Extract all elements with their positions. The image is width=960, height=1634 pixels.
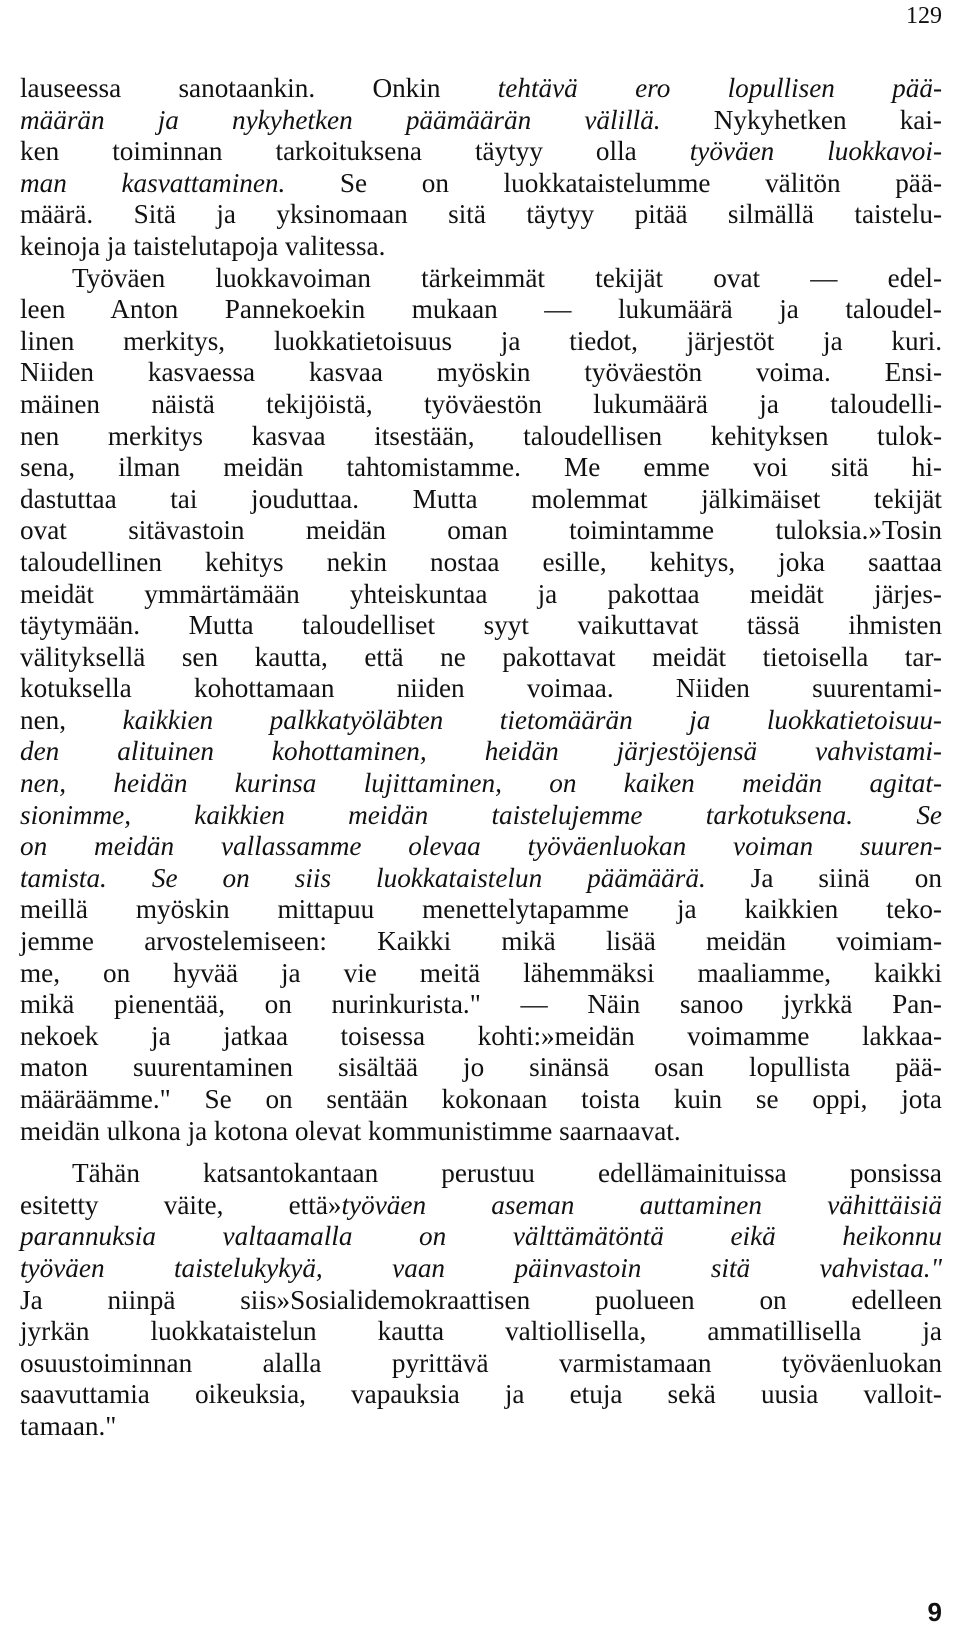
plain-text: lauseessa sanotaankin. Onkin <box>20 73 498 103</box>
plain-text: keinoja ja taistelutapoja valitessa. <box>20 230 386 261</box>
plain-text: leen Anton Pannekoekin mukaan — lukumäärä ja taloudel- <box>20 294 942 325</box>
text-line <box>20 642 942 674</box>
plain-text: me, on hyvää ja vie meitä lähemmäksi maaliamme, kaikki <box>20 957 942 988</box>
plain-text: Ja siinä on <box>705 862 942 893</box>
plain-text: nen, <box>20 704 123 735</box>
plain-text: Se on luokkataistelumme välitön pää- <box>285 167 942 198</box>
text-line <box>20 136 942 168</box>
plain-text: Ja niinpä siis»Sosialidemokraattisen puolueen on edelleen <box>20 1284 942 1315</box>
signature-mark: 9 <box>927 1597 942 1627</box>
text-line <box>20 800 942 832</box>
plain-text: Nykyhetken kai- <box>660 104 942 135</box>
italic-text: sionimme, kaikkien meidän taistelujemme tarkotuksena. Se <box>20 799 942 830</box>
text-line <box>20 1084 942 1116</box>
text-line <box>20 831 942 863</box>
page-number: 129 <box>906 3 942 29</box>
text-line <box>20 958 942 990</box>
text-line <box>20 736 942 768</box>
paragraph <box>20 73 942 1147</box>
plain-text: täytymään. Mutta taloudelliset syyt vaikuttavat tässä ihmisten <box>20 610 942 641</box>
text-line <box>20 894 942 926</box>
plain-text: saavuttamia oikeuksia, vapauksia ja etuja sekä uusia valloit- <box>20 1379 942 1410</box>
text-line <box>20 357 942 389</box>
text-line <box>20 1190 942 1222</box>
text-line <box>20 579 942 611</box>
text-line <box>20 1253 942 1285</box>
italic-text: työväen aseman auttaminen vähittäisiä <box>341 1189 942 1220</box>
text-line <box>20 926 942 958</box>
italic-text: den alituinen kohottaminen, heidän järjestöjensä vahvistami- <box>20 736 942 767</box>
text-line <box>20 452 942 484</box>
plain-text: esitetty väite, että» <box>20 1189 342 1220</box>
text-line <box>20 326 942 358</box>
italic-text: tamista. Se on siis luokkataistelun päämäärä. <box>20 862 706 893</box>
italic-text: työväen luokkavoi- <box>689 136 942 167</box>
plain-text: jyrkän luokkataistelun kautta valtiollisella, ammatillisella ja <box>20 1316 942 1347</box>
plain-text: maton suurentaminen sisältää jo sinänsä osan lopullista pää- <box>20 1052 942 1083</box>
text-line <box>20 389 942 421</box>
plain-text: määrä. Sitä ja yksinomaan sitä täytyy pitää silmällä taistelu- <box>20 199 942 230</box>
text-line <box>20 421 942 453</box>
text-line <box>20 1221 942 1253</box>
text-line <box>20 199 942 231</box>
text-line <box>20 1158 942 1190</box>
text-line <box>20 610 942 642</box>
plain-text: dastuttaa tai jouduttaa. Mutta molemmat jälkimäiset tekijät <box>20 483 942 514</box>
plain-text: meillä myöskin mittapuu menettelytapamme ja kaikkien teko- <box>20 894 942 925</box>
text-line <box>20 515 942 547</box>
plain-text: meidät ymmärtämään yhteiskuntaa ja pakottaa meidät järjes- <box>20 578 942 609</box>
plain-text: nekoek ja jatkaa toisessa kohti:»meidän voimamme lakkaa- <box>20 1020 942 1051</box>
text-line <box>20 705 942 737</box>
text-line <box>20 168 942 200</box>
plain-text: linen merkitys, luokkatietoisuus ja tiedot, järjestöt ja kuri. <box>20 325 942 356</box>
text-line <box>20 1285 942 1317</box>
text-line <box>20 1379 942 1411</box>
text-line <box>20 484 942 516</box>
text-line <box>20 863 942 895</box>
plain-text: jemme arvostelemiseen: Kaikki mikä lisää meidän voimiam- <box>20 926 942 957</box>
italic-text: kaikkien palkkatyöläbten tietomäärän ja luokkatietoisuu- <box>122 704 942 735</box>
plain-text: määräämme." Se on sentään kokonaan toista kuin se oppi, jota <box>20 1084 942 1114</box>
text-line <box>20 1052 942 1084</box>
plain-text: ovat sitävastoin meidän oman toimintamme tuloksia.»Tosin <box>20 515 942 546</box>
text-line <box>20 547 942 579</box>
plain-text: mäinen näistä tekijöistä, työväestön lukumäärä ja taloudelli- <box>20 388 942 419</box>
body-text <box>20 73 942 1443</box>
italic-text: tehtävä ero lopullisen pää- <box>497 73 943 103</box>
text-line <box>20 263 942 295</box>
text-line <box>20 673 942 705</box>
paragraph-gap <box>20 1147 942 1158</box>
text-line <box>20 989 942 1021</box>
italic-text: man kasvattaminen. <box>20 167 286 198</box>
text-line <box>20 73 942 105</box>
plain-text: ken toiminnan tarkoituksena täytyy olla <box>20 136 690 167</box>
plain-text: Niiden kasvaessa kasvaa myöskin työväestön voima. Ensi- <box>20 357 942 388</box>
text-line <box>20 1348 942 1380</box>
text-line <box>20 1411 942 1443</box>
plain-text: Tähän katsantokantaan perustuu edellämainituissa ponsissa <box>72 1158 942 1189</box>
plain-text: sena, ilman meidän tahtomistamme. Me emme voi sitä hi- <box>20 452 942 483</box>
plain-text: osuustoiminnan alalla pyrittävä varmistamaan työväenluokan <box>20 1347 942 1378</box>
plain-text: tamaan." <box>20 1410 117 1441</box>
plain-text: kotuksella kohottamaan niiden voimaa. Niiden suurentami- <box>20 673 942 704</box>
plain-text: taloudellinen kehitys nekin nostaa esille, kehitys, joka saattaa <box>20 546 942 577</box>
italic-text: on meidän vallassamme olevaa työväenluokan voiman suuren- <box>20 831 942 862</box>
plain-text: nen merkitys kasvaa itsestään, taloudellisen kehityksen tulok- <box>20 420 942 451</box>
text-line <box>20 768 942 800</box>
italic-text: parannuksia valtaamalla on välttämätöntä eikä heikonnu <box>20 1221 942 1252</box>
italic-text: nen, heidän kurinsa lujittaminen, on kaiken meidän agitat- <box>20 768 942 799</box>
paragraph <box>20 1158 942 1442</box>
plain-text: Työväen luokkavoiman tärkeimmät tekijät ovat — edel- <box>72 262 942 293</box>
plain-text: meidän ulkona ja kotona olevat kommunistimme saarnaavat. <box>20 1115 681 1146</box>
plain-text: välityksellä sen kautta, että ne pakottavat meidät tietoisella tar- <box>20 641 942 672</box>
text-line <box>20 105 942 137</box>
italic-text: työväen taistelukykyä, vaan päinvastoin sitä vahvistaa." <box>20 1252 942 1283</box>
text-line <box>20 1021 942 1053</box>
text-line <box>20 231 942 263</box>
text-line <box>20 1316 942 1348</box>
text-line <box>20 1116 942 1148</box>
italic-text: määrän ja nykyhetken päämäärän välillä. <box>20 104 661 135</box>
text-line <box>20 294 942 326</box>
plain-text: mikä pienentää, on nurinkurista." — Näin sanoo jyrkkä Pan- <box>20 989 942 1020</box>
